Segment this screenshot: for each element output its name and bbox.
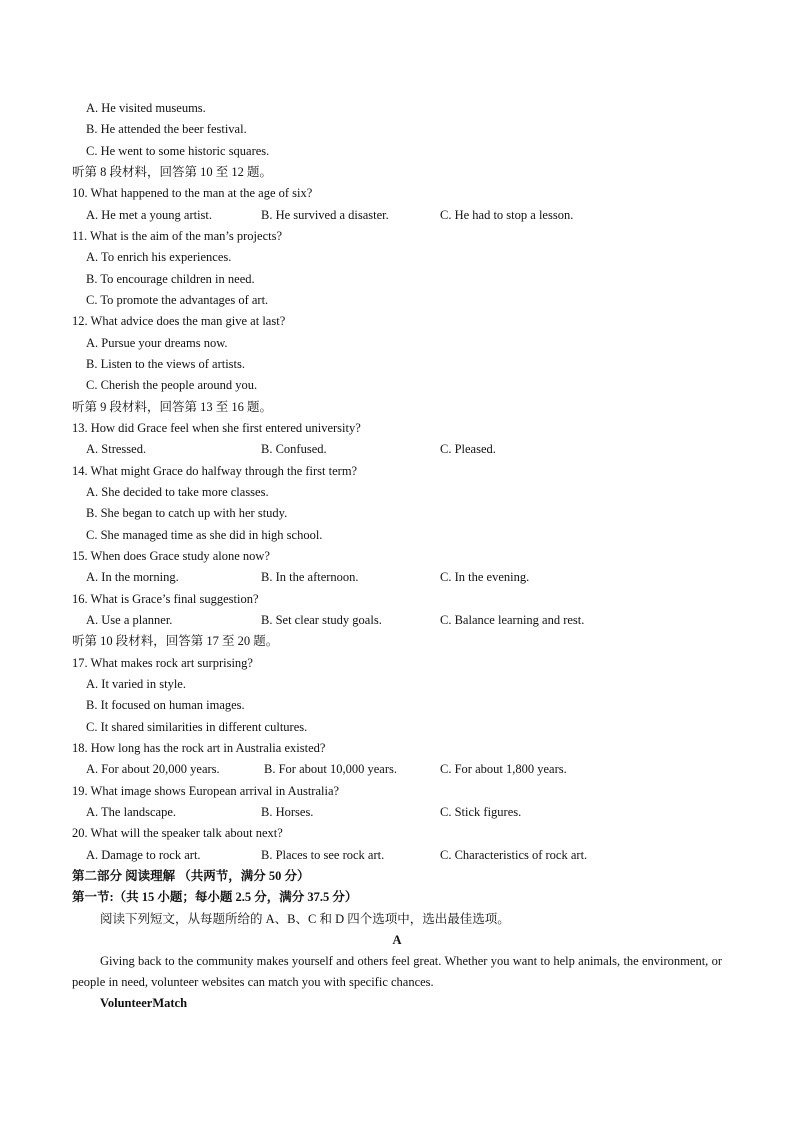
reading-instruction: 阅读下列短文，从每题所给的 A、B、C 和 D 四个选项中，选出最佳选项。	[100, 912, 510, 926]
q11-option-a: A. To enrich his experiences.	[86, 250, 232, 264]
q14-option-c: C. She managed time as she did in high school.	[86, 528, 323, 542]
q13-option-c: C. Pleased.	[440, 442, 496, 456]
q18-option-c: C. For about 1,800 years.	[440, 762, 567, 776]
q10-option-a: A. He met a young artist.	[86, 208, 213, 222]
q14-option-a: A. She decided to take more classes.	[86, 485, 269, 499]
part-2-heading: 第二部分 阅读理解 （共两节，满分 50 分）	[72, 869, 310, 883]
q12-option-a: A. Pursue your dreams now.	[86, 336, 228, 350]
q19-option-a: A. The landscape.	[86, 805, 177, 819]
q16-option-c: C. Balance learning and rest.	[440, 613, 585, 627]
q19-option-b: B. Horses.	[261, 805, 314, 819]
q11-option-b: B. To encourage children in need.	[86, 272, 255, 286]
passage-label: A	[392, 933, 402, 947]
q12-option-c: C. Cherish the people around you.	[86, 378, 258, 392]
q17-option-c: C. It shared similarities in different cultures.	[86, 720, 308, 734]
q15-option-a: A. In the morning.	[86, 570, 179, 584]
section-10-instruction: 听第 10 段材料，回答第 17 至 20 题。	[72, 634, 279, 648]
q20-option-b: B. Places to see rock art.	[261, 848, 385, 862]
question-16: 16. What is Grace’s final suggestion?	[72, 592, 259, 606]
question-14: 14. What might Grace do halfway through the first term?	[72, 464, 358, 478]
q20-option-a: A. Damage to rock art.	[86, 848, 201, 862]
question-10: 10. What happened to the man at the age of six?	[72, 186, 313, 200]
q15-option-b: B. In the afternoon.	[261, 570, 359, 584]
question-11: 11. What is the aim of the man’s projects?	[72, 229, 283, 243]
q14-option-b: B. She began to catch up with her study.	[86, 506, 288, 520]
q18-option-a: A. For about 20,000 years.	[86, 762, 220, 776]
section-9-instruction: 听第 9 段材料，回答第 13 至 16 题。	[72, 400, 273, 414]
q9-option-c: C. He went to some historic squares.	[86, 144, 270, 158]
q20-option-c: C. Characteristics of rock art.	[440, 848, 588, 862]
q9-option-a: A. He visited museums.	[86, 101, 206, 115]
passage-a-paragraph: Giving back to the community makes yourself and others feel great. Whether you want to help animals, the environment, or people in need, volunteer websites can match you with specific chances.	[72, 954, 722, 989]
q17-option-a: A. It varied in style.	[86, 677, 186, 691]
q13-option-b: B. Confused.	[261, 442, 327, 456]
q15-option-c: C. In the evening.	[440, 570, 530, 584]
question-19: 19. What image shows European arrival in Australia?	[72, 784, 340, 798]
q12-option-b: B. Listen to the views of artists.	[86, 357, 246, 371]
question-18: 18. How long has the rock art in Australia existed?	[72, 741, 326, 755]
section-8-instruction: 听第 8 段材料，回答第 10 至 12 题。	[72, 165, 273, 179]
q10-option-c: C. He had to stop a lesson.	[440, 208, 574, 222]
question-15: 15. When does Grace study alone now?	[72, 549, 270, 563]
question-17: 17. What makes rock art surprising?	[72, 656, 253, 670]
q10-option-b: B. He survived a disaster.	[261, 208, 389, 222]
q18-option-b: B. For about 10,000 years.	[264, 762, 397, 776]
q16-option-b: B. Set clear study goals.	[261, 613, 382, 627]
question-12: 12. What advice does the man give at last?	[72, 314, 286, 328]
volunteermatch-heading: VolunteerMatch	[100, 996, 188, 1010]
question-13: 13. How did Grace feel when she first entered university?	[72, 421, 361, 435]
q13-option-a: A. Stressed.	[86, 442, 147, 456]
section-1-heading: 第一节:（共 15 小题；每小题 2.5 分，满分 37.5 分）	[72, 890, 358, 904]
q11-option-c: C. To promote the advantages of art.	[86, 293, 269, 307]
q16-option-a: A. Use a planner.	[86, 613, 173, 627]
q17-option-b: B. It focused on human images.	[86, 698, 245, 712]
q9-option-b: B. He attended the beer festival.	[86, 122, 247, 136]
question-20: 20. What will the speaker talk about next?	[72, 826, 283, 840]
q19-option-c: C. Stick figures.	[440, 805, 522, 819]
